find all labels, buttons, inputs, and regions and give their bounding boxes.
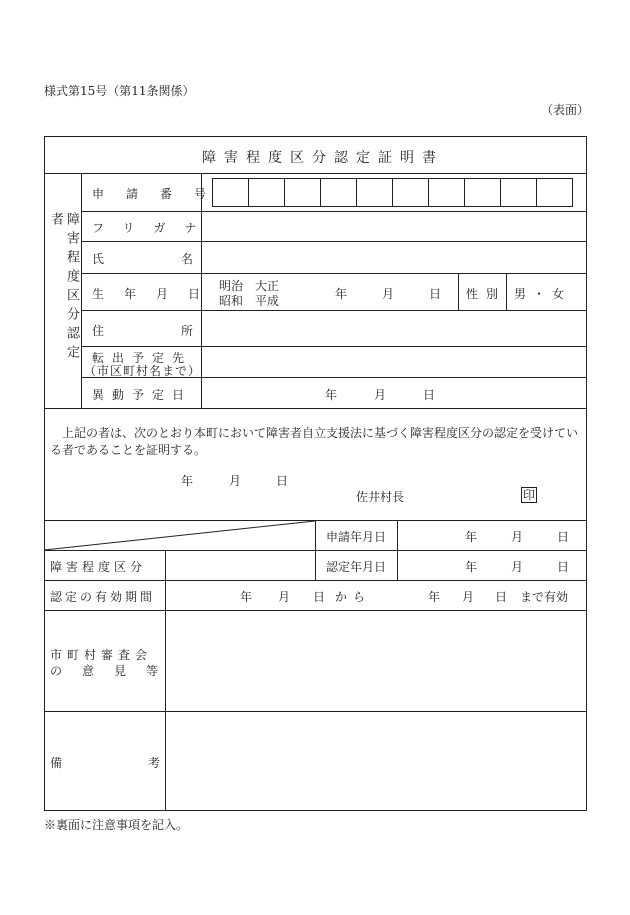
valid-from-text: から [335, 590, 372, 604]
valid-until-year: 年 [428, 590, 441, 604]
label-certification-date: 認定年月日 [326, 560, 387, 574]
label-application-number-text: 申請番号 [92, 187, 229, 201]
label-validity-period: 認定の有効期間 [50, 590, 156, 604]
app-month-unit: 月 [511, 530, 524, 544]
birth-year-unit: 年 [335, 287, 348, 301]
label-birthdate-text: 生年月日 [92, 287, 221, 301]
valid-from-day: 日 [313, 590, 326, 604]
form-title-text: 障害程度区分認定証明書 [202, 150, 444, 166]
label-remarks-text: 備考 [50, 756, 247, 770]
digit-box[interactable] [429, 179, 465, 206]
rule [44, 580, 587, 581]
digit-box[interactable] [357, 179, 393, 206]
mayor-title: 佐井村長 [356, 490, 405, 504]
diagonal-slash [44, 520, 316, 551]
rule [458, 273, 459, 310]
rule [44, 610, 587, 611]
label-destination-line2: （市区町村名まで） [84, 364, 202, 378]
subject-group-label [48, 212, 79, 372]
label-application-number [92, 185, 229, 202]
rule [44, 408, 587, 409]
digit-box[interactable] [537, 179, 572, 206]
label-furigana-text: フリガナ [92, 221, 216, 235]
cert-date-month-unit: 月 [511, 560, 524, 574]
label-remarks [50, 754, 247, 771]
digit-box[interactable] [393, 179, 429, 206]
cert-day-unit: 日 [276, 474, 289, 488]
subject-group-label-text: 障害程度区分認定者 [48, 212, 79, 364]
form-number: 様式第15号（第11条関係） [44, 84, 195, 98]
era-showa: 昭和 [219, 294, 244, 308]
era-meiji: 明治 [219, 279, 244, 293]
era-taisho: 大正 [255, 279, 280, 293]
digit-box[interactable] [213, 179, 249, 206]
cert-date-day-unit: 日 [557, 560, 570, 574]
rule [44, 711, 587, 712]
app-day-unit: 日 [557, 530, 570, 544]
digit-box[interactable] [285, 179, 321, 206]
rule [81, 346, 587, 347]
label-name-text: 氏名 [92, 252, 271, 266]
footnote: ※裏面に注意事項を記入。 [44, 818, 189, 832]
transfer-day-unit: 日 [423, 388, 436, 402]
valid-until-month: 月 [462, 590, 475, 604]
app-year-unit: 年 [465, 530, 478, 544]
transfer-month-unit: 月 [374, 388, 387, 402]
cert-date-year-unit: 年 [465, 560, 478, 574]
label-address [92, 322, 271, 339]
label-application-date: 申請年月日 [326, 530, 387, 544]
era-heisei: 平成 [255, 294, 280, 308]
cert-month-unit: 月 [229, 474, 242, 488]
label-transfer-date: 異動予定日 [92, 388, 193, 402]
rule [81, 173, 82, 408]
cert-year-unit: 年 [181, 474, 194, 488]
digit-box[interactable] [465, 179, 501, 206]
label-committee-line2-text: の意見等 [50, 664, 179, 678]
label-birthdate [92, 285, 221, 302]
label-committee-line1: 市町村審査会 [50, 648, 153, 662]
birth-day-unit: 日 [429, 287, 442, 301]
application-number-boxes[interactable] [212, 178, 573, 207]
rule [81, 241, 587, 242]
valid-from-year: 年 [240, 590, 253, 604]
label-furigana [92, 219, 216, 236]
digit-box[interactable] [501, 179, 537, 206]
rule [81, 310, 587, 311]
side-label: （表面） [541, 103, 590, 117]
label-committee-line2 [50, 662, 179, 679]
form-frame [44, 136, 587, 811]
rule [506, 273, 507, 310]
label-destination-line1: 転出予定先 [92, 351, 193, 365]
rule [165, 550, 166, 811]
label-name [92, 250, 271, 267]
valid-until-text: まで有効 [520, 590, 569, 604]
transfer-year-unit: 年 [325, 388, 338, 402]
form-title [202, 147, 444, 167]
seal-mark: 印 [522, 488, 535, 502]
label-disability-level: 障害程度区分 [50, 560, 147, 574]
rule [397, 520, 398, 580]
sex-options[interactable]: 男・女 [514, 287, 572, 301]
rule [44, 173, 587, 174]
birth-month-unit: 月 [382, 287, 395, 301]
digit-box[interactable] [321, 179, 357, 206]
sex-label: 性別 [466, 287, 507, 301]
valid-until-day: 日 [495, 590, 508, 604]
label-address-text: 住所 [92, 324, 271, 338]
rule [81, 273, 587, 274]
digit-box[interactable] [249, 179, 285, 206]
valid-from-month: 月 [278, 590, 291, 604]
certification-text: 上記の者は、次のとおり本町において障害者自立支援法に基づく障害程度区分の認定を受けている者であることを証明する。 [50, 426, 579, 457]
rule [81, 211, 587, 212]
